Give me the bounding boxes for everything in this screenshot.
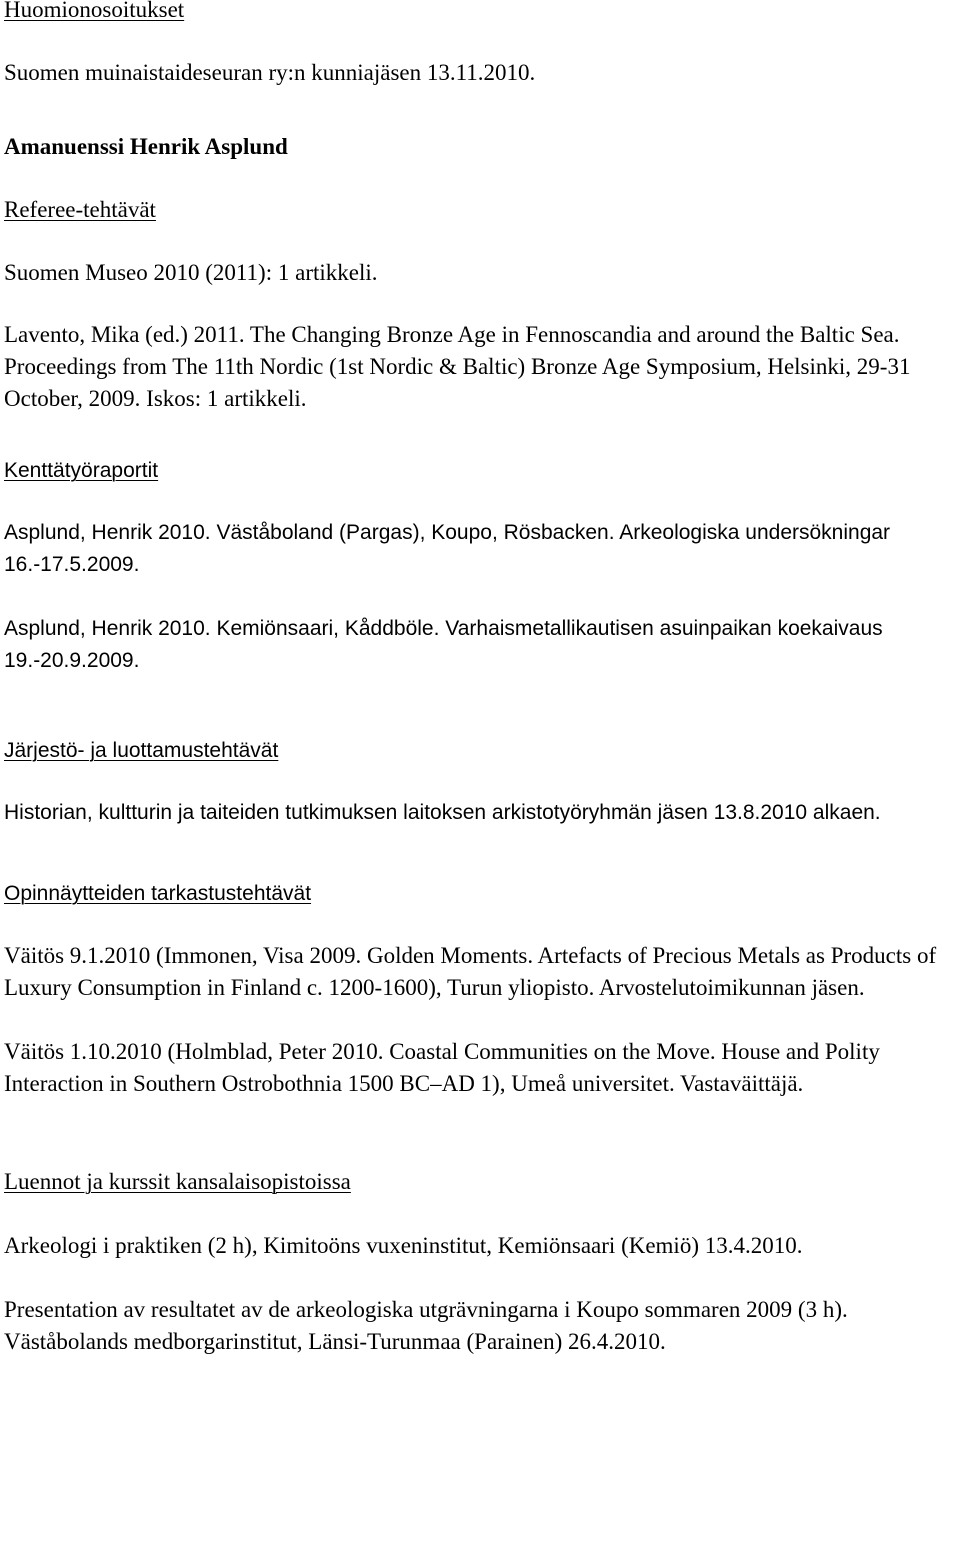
org-heading: Järjestö- ja luottamustehtävät bbox=[4, 739, 279, 762]
person-heading: Amanuenssi Henrik Asplund bbox=[4, 134, 288, 159]
thesis-heading: Opinnäytteiden tarkastustehtävät bbox=[4, 882, 312, 905]
course-item: Arkeologi i praktiken (2 h), Kimitoöns vuxeninstitut, Kemiönsaari (Kemiö) 13.4.2010. bbox=[4, 1233, 803, 1258]
referee-item: Lavento, Mika (ed.) 2011. The Changing Bronze Age in Fennoscandia and around the Baltic Sea. Proceedings from The 11th Nordic (1st Nordic & Baltic) Bronze Age Symposium, Helsinki, 29-31 October, 2009. Iskos: 1 artikkeli. bbox=[4, 322, 911, 411]
thesis-item: Väitös 1.10.2010 (Holmblad, Peter 2010. Coastal Communities on the Move. House and Polity Interaction in Southern Ostrobothnia 1500 BC–AD 1), Umeå universitet. Vastaväittäjä. bbox=[4, 1039, 880, 1096]
honors-text: Suomen muinaistaideseuran ry:n kunniajäsen 13.11.2010. bbox=[4, 60, 536, 85]
referee-item: Suomen Museo 2010 (2011): 1 artikkeli. bbox=[4, 260, 378, 285]
fieldwork-section bbox=[4, 455, 958, 910]
fieldwork-item: Asplund, Henrik 2010. Kemiönsaari, Kåddböle. Varhaismetallikautisen asuinpaikan koekaivaus 19.-20.9.2009. bbox=[4, 617, 883, 672]
document bbox=[4, 0, 958, 1358]
referee-heading: Referee-tehtävät bbox=[4, 197, 156, 222]
fieldwork-item: Asplund, Henrik 2010. Väståboland (Pargas), Koupo, Rösbacken. Arkeologiska undersökningar 16.-17.5.2009. bbox=[4, 521, 891, 576]
courses-heading: Luennot ja kurssit kansalaisopistoissa bbox=[4, 1169, 351, 1194]
honors-heading: Huomionosoitukset bbox=[4, 0, 185, 22]
org-text: Historian, kultturin ja taiteiden tutkimuksen laitoksen arkistotyöryhmän jäsen 13.8.2010 alkaen. bbox=[4, 801, 881, 824]
thesis-item: Väitös 9.1.2010 (Immonen, Visa 2009. Golden Moments. Artefacts of Precious Metals as Products of Luxury Consumption in Finland c. 1200-1600), Turun yliopisto. Arvostelutoimikunnan jäsen. bbox=[4, 943, 937, 1000]
course-item: Presentation av resultatet av de arkeologiska utgrävningarna i Koupo sommaren 2009 (3 h). Väståbolands medborgarinstitut, Länsi-Turunmaa (Parainen) 26.4.2010. bbox=[4, 1297, 848, 1354]
fieldwork-heading: Kenttätyöraportit bbox=[4, 459, 159, 482]
